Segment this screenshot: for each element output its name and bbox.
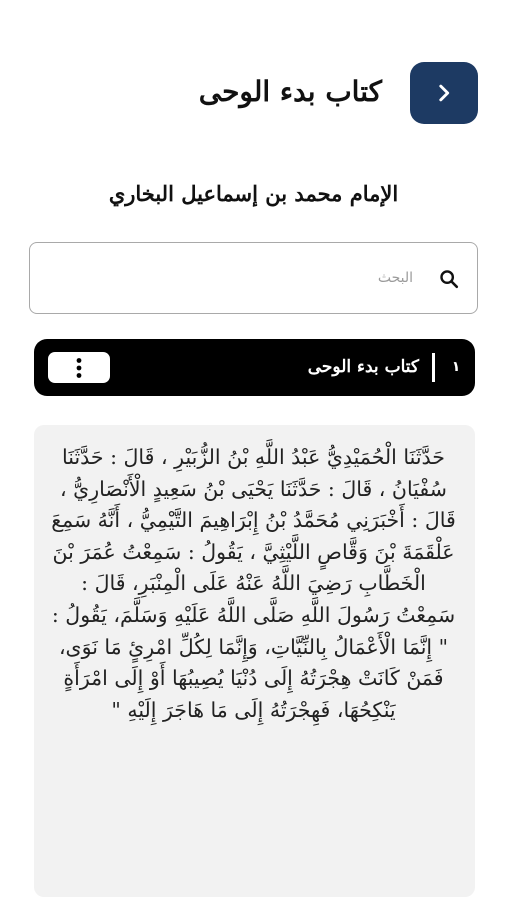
chapter-divider: [432, 353, 435, 382]
hadith-card: [34, 425, 475, 897]
hadith-text: حَدَّثَنَا الْحُمَيْدِيُّ عَبْدُ اللَّهِ بْنُ الزُّبَيْرِ ، قَالَ : حَدَّثَنَا سُفْيَانُ ، قَالَ : حَدَّثَنَا يَحْيَى بْنُ سَعِيدٍ الْأَنْصَارِيُّ ، قَالَ : أَخْبَرَنِي مُحَمَّدُ بْنُ إِبْرَاهِيمَ التَّيْمِيُّ ، أَنَّهُ سَمِعَ عَلْقَمَةَ بْنَ وَقَّاصٍ اللَّيْثِيَّ ، يَقُولُ : سَمِعْتُ عُمَرَ بْنَ الْخَطَّابِ رَضِيَ اللَّهُ عَنْهُ عَلَى الْمِنْبَرِ، قَالَ : سَمِعْتُ رَسُولَ اللَّهِ صَلَّى اللَّهُ عَلَيْهِ وَسَلَّمَ، يَقُولُ : " إِنَّمَا الْأَعْمَالُ بِالنِّيَّاتِ، وَإِنَّمَا لِكُلِّ امْرِئٍ مَا نَوَى، فَمَنْ كَانَتْ هِجْرَتُهُ إِلَى دُنْيَا يُصِيبُهَا أَوْ إِلَى امْرَأَةٍ يَنْكِحُهَا، فَهِجْرَتُهُ إِلَى مَا هَاجَرَ إِلَيْهِ ": [51, 445, 456, 722]
chapter-title: كتاب بدء الوحى: [307, 357, 419, 377]
more-vertical-icon: [75, 357, 83, 379]
search-field[interactable]: [29, 242, 478, 314]
page-title: كتاب بدء الوحى: [198, 75, 382, 108]
author-name: الإمام محمد بن إسماعيل البخاري: [108, 181, 399, 206]
search-input[interactable]: [83, 257, 413, 299]
chapter-header[interactable]: [34, 339, 475, 396]
back-button[interactable]: [410, 62, 478, 124]
chevron-right-icon: [433, 82, 455, 104]
chapter-menu-button[interactable]: [48, 352, 110, 383]
search-icon: [438, 268, 460, 290]
chapter-number: ١: [451, 359, 461, 375]
app-header: [0, 62, 507, 126]
